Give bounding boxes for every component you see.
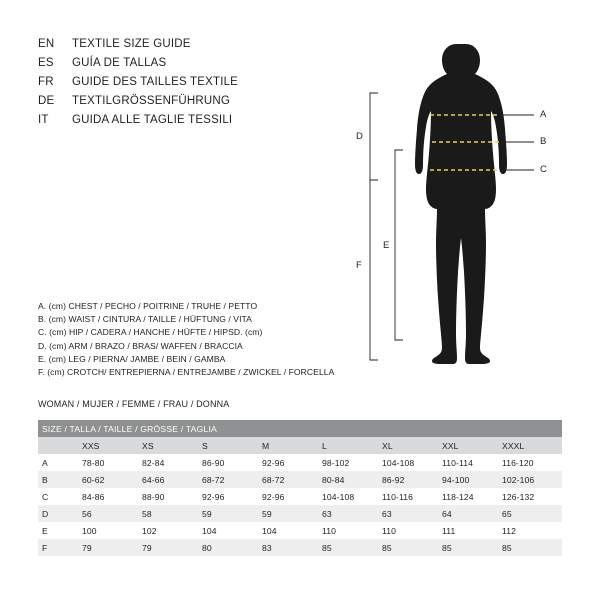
cell: 92-96	[202, 488, 262, 505]
title-row	[38, 76, 338, 95]
title-row	[38, 114, 338, 133]
row-label: D	[38, 505, 82, 522]
cell: 110	[322, 522, 382, 539]
cell: 64	[442, 505, 502, 522]
size-col-m: M	[262, 437, 322, 454]
title-row	[38, 38, 338, 57]
cell: 110-116	[382, 488, 442, 505]
title-text: TEXTILE SIZE GUIDE	[72, 38, 191, 50]
table-row	[38, 505, 562, 522]
row-label: E	[38, 522, 82, 539]
legend-line-d: D. (cm) ARM / BRAZO / BRAS/ WAFFEN / BRACCIA	[38, 340, 243, 351]
title-block	[38, 38, 338, 133]
marker-label-d: D	[356, 131, 363, 142]
marker-label-c: C	[540, 164, 547, 175]
cell: 60-62	[82, 471, 142, 488]
marker-label-f: F	[356, 260, 362, 271]
cell: 85	[502, 539, 562, 556]
title-lang-code: IT	[38, 114, 49, 126]
size-row-corner	[38, 437, 82, 454]
cell: 110-114	[442, 454, 502, 471]
cell: 104	[262, 522, 322, 539]
cell: 118-124	[442, 488, 502, 505]
title-lang-code: DE	[38, 95, 55, 107]
measurement-diagram	[348, 30, 588, 390]
cell: 85	[442, 539, 502, 556]
cell: 79	[142, 539, 202, 556]
size-col-xxxl: XXXL	[502, 437, 562, 454]
title-row	[38, 95, 338, 114]
table-header-row	[38, 420, 562, 437]
table-row	[38, 488, 562, 505]
title-lang-code: FR	[38, 76, 54, 88]
legend-line-c: C. (cm) HIP / CADERA / HANCHE / HÜFTE / HIPSD. (cm)	[38, 327, 263, 338]
cell: 126-132	[502, 488, 562, 505]
size-col-l: L	[322, 437, 382, 454]
cell: 100	[82, 522, 142, 539]
cell: 59	[202, 505, 262, 522]
size-col-xxl: XXL	[442, 437, 502, 454]
cell: 59	[262, 505, 322, 522]
cell: 104-108	[382, 454, 442, 471]
title-lang-code: ES	[38, 57, 54, 69]
cell: 86-92	[382, 471, 442, 488]
cell: 92-96	[262, 488, 322, 505]
table-header-label: SIZE / TALLA / TAILLE / GRÖSSE / TAGLIA	[38, 420, 562, 437]
cell: 68-72	[202, 471, 262, 488]
size-col-xxs: XXS	[82, 437, 142, 454]
row-label: B	[38, 471, 82, 488]
cell: 104-108	[322, 488, 382, 505]
table-row	[38, 454, 562, 471]
cell: 111	[442, 522, 502, 539]
legend-line-b: B. (cm) WAIST / CINTURA / TAILLE / HÜFTUNG / VITA	[38, 314, 252, 325]
female-body-silhouette-icon	[348, 30, 588, 390]
cell: 110	[382, 522, 442, 539]
size-col-xs: XS	[142, 437, 202, 454]
cell: 65	[502, 505, 562, 522]
cell: 64-66	[142, 471, 202, 488]
cell: 86-90	[202, 454, 262, 471]
gender-label: WOMAN / MUJER / FEMME / FRAU / DONNA	[38, 399, 230, 409]
cell: 85	[382, 539, 442, 556]
title-row	[38, 57, 338, 76]
cell: 63	[322, 505, 382, 522]
title-text: GUÍA DE TALLAS	[72, 57, 167, 69]
row-label: C	[38, 488, 82, 505]
cell: 116-120	[502, 454, 562, 471]
cell: 112	[502, 522, 562, 539]
legend-line-e: E. (cm) LEG / PIERNA/ JAMBE / BEIN / GAMBA	[38, 353, 226, 364]
cell: 83	[262, 539, 322, 556]
cell: 85	[322, 539, 382, 556]
row-label: F	[38, 539, 82, 556]
cell: 98-102	[322, 454, 382, 471]
table-size-row	[38, 437, 562, 454]
title-lang-code: EN	[38, 38, 55, 50]
cell: 104	[202, 522, 262, 539]
title-text: GUIDA ALLE TAGLIE TESSILI	[72, 114, 233, 126]
legend-line-f: F. (cm) CROTCH/ ENTREPIERNA / ENTREJAMBE / ZWICKEL / FORCELLA	[38, 367, 335, 378]
cell: 58	[142, 505, 202, 522]
size-col-xl: XL	[382, 437, 442, 454]
cell: 82-84	[142, 454, 202, 471]
cell: 68-72	[262, 471, 322, 488]
cell: 94-100	[442, 471, 502, 488]
cell: 80	[202, 539, 262, 556]
cell: 102-106	[502, 471, 562, 488]
cell: 56	[82, 505, 142, 522]
marker-label-e: E	[383, 240, 390, 251]
size-table-wrapper	[38, 420, 562, 556]
cell: 92-96	[262, 454, 322, 471]
measurement-legend	[38, 300, 368, 379]
cell: 80-84	[322, 471, 382, 488]
table-row	[38, 471, 562, 488]
marker-label-a: A	[540, 109, 547, 120]
size-table	[38, 420, 562, 556]
cell: 88-90	[142, 488, 202, 505]
table-row	[38, 522, 562, 539]
cell: 84-86	[82, 488, 142, 505]
size-col-s: S	[202, 437, 262, 454]
cell: 102	[142, 522, 202, 539]
cell: 79	[82, 539, 142, 556]
cell: 63	[382, 505, 442, 522]
table-row	[38, 539, 562, 556]
legend-line-a: A. (cm) CHEST / PECHO / POITRINE / TRUHE / PETTO	[38, 301, 258, 311]
marker-label-b: B	[540, 136, 547, 147]
cell: 78-80	[82, 454, 142, 471]
row-label: A	[38, 454, 82, 471]
title-text: GUIDE DES TAILLES TEXTILE	[72, 76, 239, 88]
title-text: TEXTILGRÖSSENFÜHRUNG	[72, 95, 230, 107]
